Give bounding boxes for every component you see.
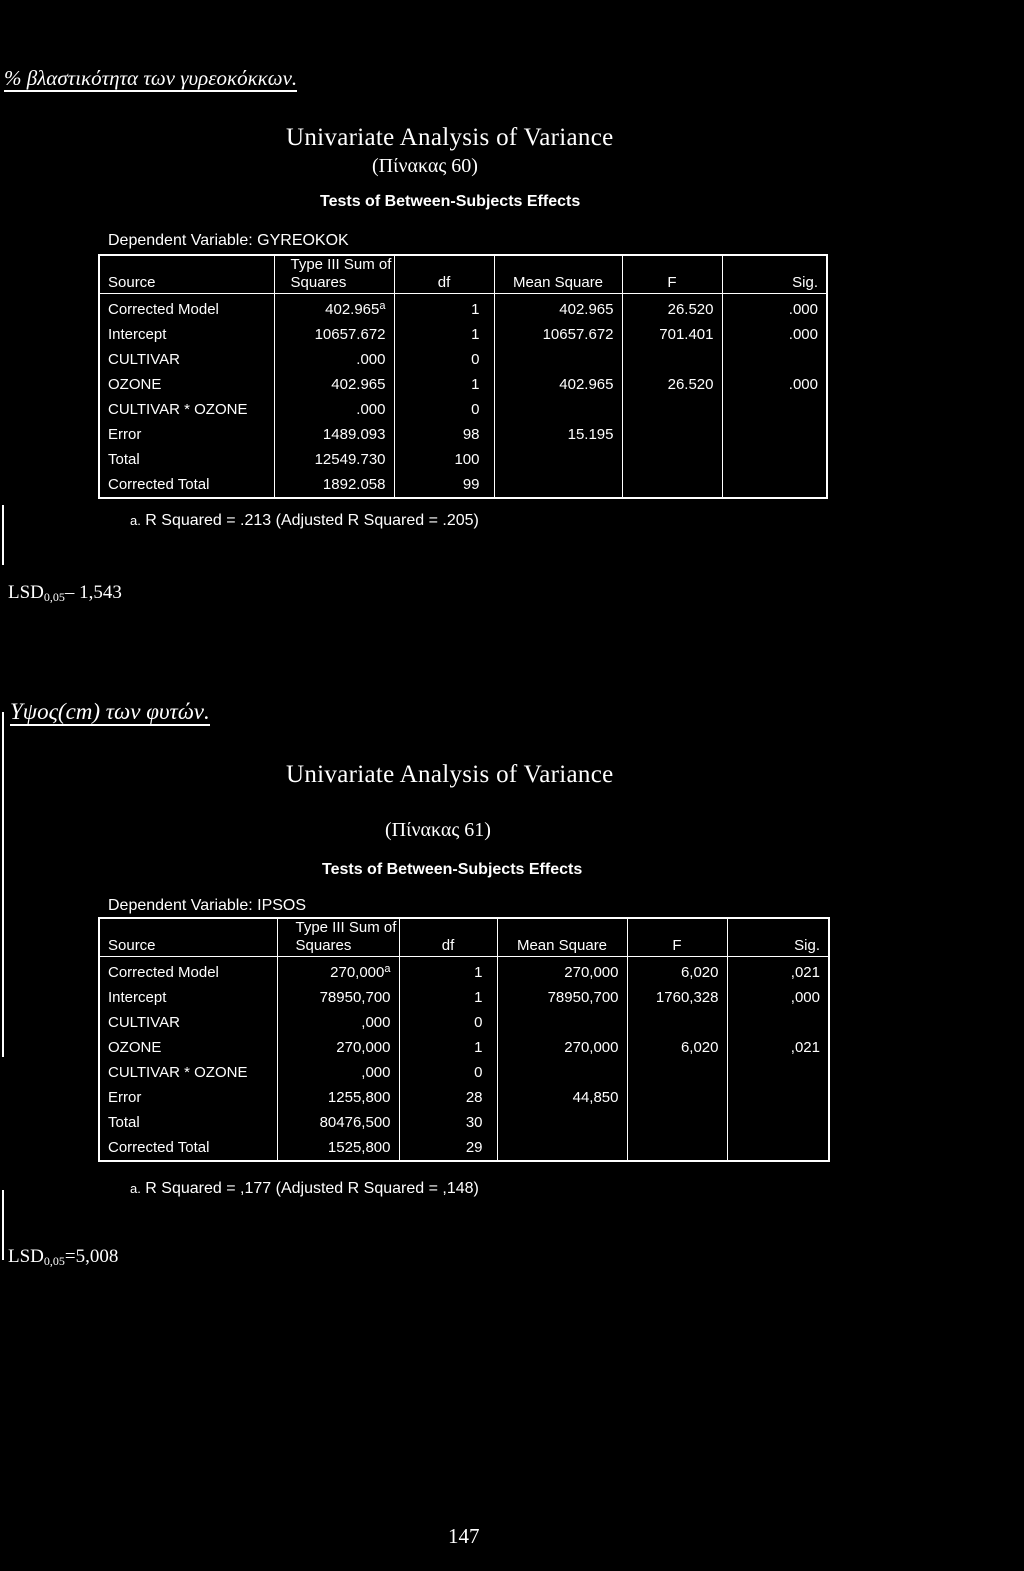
table-row — [99, 472, 827, 498]
table-cell — [622, 422, 722, 447]
cell-value: 1 — [474, 964, 483, 981]
cell-value: .000 — [788, 301, 818, 318]
column-header: df — [394, 255, 494, 294]
table-cell — [622, 322, 722, 347]
anova-table — [98, 917, 830, 1162]
cell-value: 15.195 — [567, 426, 614, 443]
cell-value: ,000 — [790, 989, 820, 1006]
table-cell — [627, 1085, 727, 1110]
cell-value: 100 — [454, 451, 480, 468]
margin-line — [2, 1190, 4, 1260]
table-cell — [394, 294, 494, 323]
cell-value: 98 — [462, 426, 480, 443]
cell-value: 10657.672 — [314, 326, 386, 343]
cell-value: 44,850 — [572, 1089, 619, 1106]
row-source-cell — [99, 1035, 277, 1060]
table-cell — [497, 1110, 627, 1135]
table-cell — [627, 1035, 727, 1060]
table-cell — [494, 294, 622, 323]
cell-value: 1525,800 — [327, 1139, 391, 1156]
table-cell — [622, 472, 722, 498]
table-cell — [394, 372, 494, 397]
table-cell — [399, 1135, 497, 1161]
row-source-cell — [99, 347, 274, 372]
cell-value: 270,000 — [336, 1039, 391, 1056]
table-cell — [627, 1010, 727, 1035]
column-header: F — [622, 255, 722, 294]
cell-value: 1760,328 — [655, 989, 719, 1006]
margin-line — [2, 505, 4, 565]
lsd-value — [8, 582, 122, 605]
row-source-cell — [99, 472, 274, 498]
table-cell — [494, 447, 622, 472]
table-subtitle: Tests of Between-Subjects Effects — [322, 861, 583, 878]
cell-value: ,000 — [361, 1014, 391, 1031]
table-cell — [497, 1010, 627, 1035]
table-row — [99, 422, 827, 447]
page-number: 147 — [448, 1524, 480, 1548]
cell-value: 28 — [465, 1089, 483, 1106]
column-header: F — [627, 918, 727, 957]
table-cell — [722, 397, 827, 422]
table-cell — [277, 1060, 399, 1085]
table-cell — [727, 957, 829, 986]
table-cell — [394, 472, 494, 498]
table-cell — [722, 447, 827, 472]
cell-value: 1892.058 — [322, 476, 386, 493]
table-cell — [622, 372, 722, 397]
cell-value: 10657.672 — [542, 326, 614, 343]
table-cell — [722, 347, 827, 372]
cell-value: Error — [108, 426, 142, 443]
table-cell — [274, 472, 394, 498]
table-cell — [497, 985, 627, 1010]
table-cell — [399, 1060, 497, 1085]
table-cell — [722, 422, 827, 447]
table-cell — [277, 957, 399, 986]
row-source-cell — [99, 1135, 277, 1161]
table-cell — [727, 1010, 829, 1035]
table-cell — [277, 1035, 399, 1060]
cell-value: Intercept — [108, 989, 167, 1006]
cell-value: ,021 — [790, 964, 820, 981]
cell-value: 78950,700 — [319, 989, 391, 1006]
table-cell — [497, 957, 627, 986]
cell-value: OZONE — [108, 376, 162, 393]
table-cell — [722, 372, 827, 397]
cell-value: CULTIVAR — [108, 1014, 180, 1031]
table-row — [99, 447, 827, 472]
row-source-cell — [99, 957, 277, 986]
table-cell — [277, 985, 399, 1010]
row-source-cell — [99, 322, 274, 347]
cell-value: OZONE — [108, 1039, 162, 1056]
table-cell — [627, 985, 727, 1010]
table-row — [99, 294, 827, 323]
table-row — [99, 372, 827, 397]
table-cell — [727, 1060, 829, 1085]
table-cell — [277, 1010, 399, 1035]
cell-value: .000 — [356, 351, 386, 368]
cell-value: Corrected Model — [108, 964, 219, 981]
table-row — [99, 985, 829, 1010]
row-source-cell — [99, 1010, 277, 1035]
table-cell — [274, 447, 394, 472]
table-row — [99, 322, 827, 347]
column-header: df — [399, 918, 497, 957]
column-header: Mean Square — [497, 918, 627, 957]
cell-value: 270,000 — [330, 964, 385, 981]
cell-value: 80476,500 — [319, 1114, 391, 1131]
table-cell — [622, 347, 722, 372]
column-header: Mean Square — [494, 255, 622, 294]
cell-value: 29 — [465, 1139, 483, 1156]
table-cell — [274, 347, 394, 372]
cell-value: 402.965 — [331, 376, 386, 393]
table-cell — [727, 1035, 829, 1060]
table-row — [99, 397, 827, 422]
lsd-subscript: 0,05 — [43, 590, 65, 604]
table-cell — [394, 397, 494, 422]
cell-value: 270,000 — [564, 1039, 619, 1056]
cell-value: ,000 — [361, 1064, 391, 1081]
table-footnote — [130, 512, 479, 530]
cell-value: 26.520 — [667, 301, 714, 318]
table-cell — [274, 422, 394, 447]
table-row — [99, 1110, 829, 1135]
cell-value: Total — [108, 451, 140, 468]
table-cell — [727, 1085, 829, 1110]
anova-table — [98, 254, 828, 499]
cell-value: Corrected Total — [108, 1139, 210, 1156]
footnote-superscript: a — [384, 963, 391, 975]
table-cell — [627, 1060, 727, 1085]
table-cell — [399, 1110, 497, 1135]
cell-value: ,021 — [790, 1039, 820, 1056]
cell-value: 6,020 — [680, 1039, 719, 1056]
table-cell — [394, 422, 494, 447]
analysis-title: Univariate Analysis of Variance — [286, 124, 614, 151]
table-row — [99, 1135, 829, 1161]
table-cell — [722, 294, 827, 323]
row-source-cell — [99, 397, 274, 422]
cell-value: 701.401 — [659, 326, 714, 343]
table-row — [99, 1035, 829, 1060]
table-cell — [627, 1110, 727, 1135]
table-cell — [727, 1110, 829, 1135]
table-header-row — [99, 255, 827, 294]
section-heading: Υψος(cm) των φυτών. — [10, 699, 210, 724]
table-row — [99, 347, 827, 372]
table-cell — [494, 372, 622, 397]
table-cell — [274, 294, 394, 323]
cell-value: Corrected Total — [108, 476, 210, 493]
table-cell — [494, 322, 622, 347]
cell-value: 6,020 — [680, 964, 719, 981]
cell-value: 26.520 — [667, 376, 714, 393]
cell-value: 30 — [465, 1114, 483, 1131]
table-cell — [494, 422, 622, 447]
dependent-variable: Dependent Variable: GYREOKOK — [108, 232, 349, 249]
table-cell — [727, 985, 829, 1010]
table-cell — [494, 397, 622, 422]
cell-value: 270,000 — [564, 964, 619, 981]
cell-value: 0 — [471, 351, 480, 368]
table-cell — [622, 447, 722, 472]
row-source-cell — [99, 372, 274, 397]
table-cell — [277, 1085, 399, 1110]
table-cell — [497, 1060, 627, 1085]
cell-value: 0 — [471, 401, 480, 418]
lsd-subscript: 0,05 — [43, 1254, 65, 1268]
lsd-label: LSD — [8, 582, 44, 603]
column-header: Type III Sum of Squares — [277, 918, 399, 957]
footnote-text: R Squared = ,177 (Adjusted R Squared = ,148) — [145, 1180, 479, 1197]
margin-line — [2, 712, 4, 1057]
column-header: Sig. — [727, 918, 829, 957]
cell-value: Error — [108, 1089, 142, 1106]
cell-value: 12549.730 — [314, 451, 386, 468]
table-cell — [399, 985, 497, 1010]
table-cell — [277, 1110, 399, 1135]
column-header: Source — [99, 255, 274, 294]
cell-value: 1 — [471, 326, 480, 343]
cell-value: 1255,800 — [327, 1089, 391, 1106]
cell-value: 402.965 — [325, 301, 380, 318]
dependent-variable: Dependent Variable: IPSOS — [108, 897, 307, 914]
table-cell — [627, 1135, 727, 1161]
cell-value: .000 — [356, 401, 386, 418]
table-row — [99, 1010, 829, 1035]
table-cell — [627, 957, 727, 986]
table-row — [99, 1085, 829, 1110]
cell-value: CULTIVAR — [108, 351, 180, 368]
footnote-text: R Squared = .213 (Adjusted R Squared = .205) — [145, 512, 479, 529]
section-heading: % βλαστικότητα των γυρεοκόκκων. — [4, 66, 298, 90]
table-cell — [277, 1135, 399, 1161]
table-cell — [399, 1085, 497, 1110]
table-cell — [399, 1035, 497, 1060]
table-cell — [399, 957, 497, 986]
cell-value: 402.965 — [559, 376, 614, 393]
table-cell — [274, 397, 394, 422]
cell-value: .000 — [788, 376, 818, 393]
row-source-cell — [99, 985, 277, 1010]
table-footnote — [130, 1180, 479, 1198]
cell-value: 1 — [471, 376, 480, 393]
table-cell — [727, 1135, 829, 1161]
lsd-number: =5,008 — [64, 1246, 119, 1267]
cell-value: CULTIVAR * OZONE — [108, 401, 248, 418]
cell-value: Corrected Model — [108, 301, 219, 318]
table-cell — [399, 1010, 497, 1035]
cell-value: CULTIVAR * OZONE — [108, 1064, 248, 1081]
table-caption: (Πίνακας 61) — [385, 819, 491, 841]
table-row — [99, 1060, 829, 1085]
table-cell — [497, 1135, 627, 1161]
cell-value: .000 — [788, 326, 818, 343]
cell-value: Intercept — [108, 326, 167, 343]
row-source-cell — [99, 422, 274, 447]
table-cell — [394, 347, 494, 372]
table-row — [99, 957, 829, 986]
table-cell — [494, 472, 622, 498]
cell-value: 1 — [474, 989, 483, 1006]
table-header-row — [99, 918, 829, 957]
table-subtitle: Tests of Between-Subjects Effects — [320, 193, 581, 210]
column-header: Type III Sum of Squares — [274, 255, 394, 294]
row-source-cell — [99, 447, 274, 472]
cell-value: 0 — [474, 1014, 483, 1031]
column-header: Source — [99, 918, 277, 957]
row-source-cell — [99, 294, 274, 323]
table-cell — [274, 322, 394, 347]
lsd-value — [8, 1246, 118, 1269]
cell-value: 0 — [474, 1064, 483, 1081]
table-cell — [497, 1085, 627, 1110]
table-caption: (Πίνακας 60) — [372, 155, 478, 177]
footnote-marker: a. — [130, 1181, 141, 1196]
footnote-superscript: a — [379, 300, 386, 312]
cell-value: 78950,700 — [547, 989, 619, 1006]
table-cell — [274, 372, 394, 397]
lsd-number: – 1,543 — [64, 582, 122, 603]
row-source-cell — [99, 1060, 277, 1085]
row-source-cell — [99, 1110, 277, 1135]
cell-value: 402.965 — [559, 301, 614, 318]
table-cell — [622, 397, 722, 422]
table-cell — [497, 1035, 627, 1060]
row-source-cell — [99, 1085, 277, 1110]
table-cell — [722, 322, 827, 347]
table-cell — [394, 447, 494, 472]
analysis-title: Univariate Analysis of Variance — [286, 761, 614, 788]
cell-value: 1 — [471, 301, 480, 318]
column-header: Sig. — [722, 255, 827, 294]
table-cell — [722, 472, 827, 498]
cell-value: Total — [108, 1114, 140, 1131]
cell-value: 1 — [474, 1039, 483, 1056]
cell-value: 1489.093 — [322, 426, 386, 443]
footnote-marker: a. — [130, 513, 141, 528]
lsd-label: LSD — [8, 1246, 44, 1267]
cell-value: 99 — [462, 476, 480, 493]
table-cell — [622, 294, 722, 323]
table-cell — [394, 322, 494, 347]
table-cell — [494, 347, 622, 372]
